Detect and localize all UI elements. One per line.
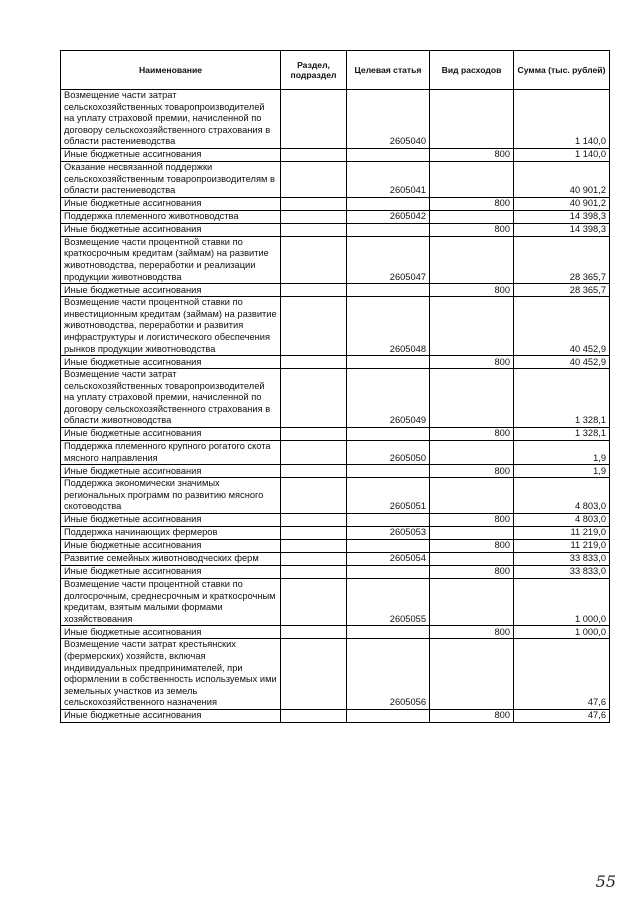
row-target: 2605047 <box>347 236 430 283</box>
row-section <box>281 566 347 579</box>
row-type <box>430 210 514 223</box>
table-row <box>61 161 610 197</box>
row-target: 2605050 <box>347 441 430 465</box>
row-type: 800 <box>430 428 514 441</box>
header-amount: Сумма (тыс. рублей) <box>514 51 610 90</box>
row-section <box>281 210 347 223</box>
row-section <box>281 514 347 527</box>
table-row <box>61 297 610 356</box>
row-section <box>281 90 347 149</box>
row-amount: 4 803,0 <box>514 478 610 514</box>
row-name: Возмещение части затрат сельскохозяйственных товаропроизводителей на уплату страховой премии, начисленной по договору сельскохозяйственного страхования в области растениеводства <box>61 90 281 149</box>
row-section <box>281 428 347 441</box>
table-row <box>61 527 610 540</box>
row-type: 800 <box>430 356 514 369</box>
row-target: 2605049 <box>347 369 430 428</box>
row-amount: 14 398,3 <box>514 223 610 236</box>
row-target: 2605041 <box>347 161 430 197</box>
row-name: Поддержка племенного крупного рогатого скота мясного направления <box>61 441 281 465</box>
row-target: 2605040 <box>347 90 430 149</box>
row-amount: 1 140,0 <box>514 148 610 161</box>
row-target: 2605051 <box>347 478 430 514</box>
row-amount: 28 365,7 <box>514 236 610 283</box>
row-type <box>430 639 514 710</box>
row-section <box>281 297 347 356</box>
table-row <box>61 465 610 478</box>
row-name: Иные бюджетные ассигнования <box>61 428 281 441</box>
row-target <box>347 566 430 579</box>
row-type <box>430 90 514 149</box>
table-header-row <box>61 51 610 90</box>
table-row <box>61 553 610 566</box>
row-type: 800 <box>430 223 514 236</box>
row-type: 800 <box>430 540 514 553</box>
table-row <box>61 478 610 514</box>
row-section <box>281 223 347 236</box>
row-name: Иные бюджетные ассигнования <box>61 514 281 527</box>
table-row <box>61 639 610 710</box>
row-type <box>430 478 514 514</box>
row-target <box>347 709 430 722</box>
table-row <box>61 514 610 527</box>
row-name: Иные бюджетные ассигнования <box>61 356 281 369</box>
table-row <box>61 284 610 297</box>
row-type <box>430 369 514 428</box>
row-amount: 1,9 <box>514 465 610 478</box>
table-row <box>61 223 610 236</box>
table-row <box>61 369 610 428</box>
row-target: 2605056 <box>347 639 430 710</box>
header-name: Наименование <box>61 51 281 90</box>
row-target <box>347 626 430 639</box>
row-amount: 1 140,0 <box>514 90 610 149</box>
row-section <box>281 709 347 722</box>
row-amount: 4 803,0 <box>514 514 610 527</box>
row-target <box>347 148 430 161</box>
row-name: Иные бюджетные ассигнования <box>61 148 281 161</box>
row-target: 2605055 <box>347 579 430 626</box>
row-name: Иные бюджетные ассигнования <box>61 626 281 639</box>
row-amount: 1 328,1 <box>514 428 610 441</box>
row-amount: 11 219,0 <box>514 540 610 553</box>
row-name: Иные бюджетные ассигнования <box>61 223 281 236</box>
row-type <box>430 579 514 626</box>
row-type: 800 <box>430 197 514 210</box>
table-row <box>61 197 610 210</box>
page-number: 55 <box>595 872 616 891</box>
table-row <box>61 579 610 626</box>
row-target <box>347 514 430 527</box>
row-target: 2605054 <box>347 553 430 566</box>
row-type: 800 <box>430 284 514 297</box>
row-amount: 1 328,1 <box>514 369 610 428</box>
table-row <box>61 626 610 639</box>
row-target <box>347 465 430 478</box>
row-section <box>281 540 347 553</box>
row-name: Возмещение части процентной ставки по долгосрочным, среднесрочным и краткосрочным кредитам, взятым малыми формами хозяйствования <box>61 579 281 626</box>
row-amount: 40 901,2 <box>514 161 610 197</box>
row-section <box>281 369 347 428</box>
row-name: Возмещение части затрат сельскохозяйственных товаропроизводителей на уплату страховой премии, начисленной по договору сельскохозяйственного страхования в области животноводства <box>61 369 281 428</box>
row-target: 2605042 <box>347 210 430 223</box>
row-type <box>430 553 514 566</box>
row-name: Поддержка экономически значимых региональных программ по развитию мясного скотоводства <box>61 478 281 514</box>
row-section <box>281 236 347 283</box>
row-name: Иные бюджетные ассигнования <box>61 566 281 579</box>
table-row <box>61 356 610 369</box>
row-amount: 33 833,0 <box>514 553 610 566</box>
row-type <box>430 236 514 283</box>
table-row <box>61 441 610 465</box>
row-section <box>281 465 347 478</box>
row-type <box>430 441 514 465</box>
row-type: 800 <box>430 465 514 478</box>
row-section <box>281 626 347 639</box>
row-type: 800 <box>430 709 514 722</box>
row-type: 800 <box>430 514 514 527</box>
row-amount: 1,9 <box>514 441 610 465</box>
budget-table-container <box>60 50 609 723</box>
row-section <box>281 161 347 197</box>
row-name: Оказание несвязанной поддержки сельскохозяйственным товаропроизводителям в области растениеводства <box>61 161 281 197</box>
row-name: Поддержка начинающих фермеров <box>61 527 281 540</box>
row-target <box>347 356 430 369</box>
row-name: Иные бюджетные ассигнования <box>61 540 281 553</box>
table-row <box>61 428 610 441</box>
row-section <box>281 478 347 514</box>
row-amount: 28 365,7 <box>514 284 610 297</box>
row-type: 800 <box>430 566 514 579</box>
row-target <box>347 540 430 553</box>
table-row <box>61 148 610 161</box>
row-name: Иные бюджетные ассигнования <box>61 284 281 297</box>
table-row <box>61 90 610 149</box>
row-section <box>281 148 347 161</box>
header-type: Вид расходов <box>430 51 514 90</box>
table-body <box>61 90 610 723</box>
row-section <box>281 356 347 369</box>
row-amount: 1 000,0 <box>514 579 610 626</box>
row-target: 2605048 <box>347 297 430 356</box>
row-section <box>281 553 347 566</box>
row-target <box>347 284 430 297</box>
row-amount: 40 452,9 <box>514 297 610 356</box>
row-amount: 33 833,0 <box>514 566 610 579</box>
row-target <box>347 197 430 210</box>
row-name: Иные бюджетные ассигнования <box>61 197 281 210</box>
row-amount: 47,6 <box>514 709 610 722</box>
table-row <box>61 210 610 223</box>
row-section <box>281 527 347 540</box>
row-amount: 40 452,9 <box>514 356 610 369</box>
row-target: 2605053 <box>347 527 430 540</box>
header-section: Раздел, подраздел <box>281 51 347 90</box>
table-row <box>61 566 610 579</box>
row-type <box>430 297 514 356</box>
row-type <box>430 161 514 197</box>
row-name: Поддержка племенного животноводства <box>61 210 281 223</box>
row-section <box>281 441 347 465</box>
row-section <box>281 639 347 710</box>
header-target: Целевая статья <box>347 51 430 90</box>
table-row <box>61 709 610 722</box>
row-section <box>281 579 347 626</box>
row-type: 800 <box>430 148 514 161</box>
row-name: Развитие семейных животноводческих ферм <box>61 553 281 566</box>
row-type: 800 <box>430 626 514 639</box>
row-target <box>347 223 430 236</box>
table-row <box>61 540 610 553</box>
row-target <box>347 428 430 441</box>
table-row <box>61 236 610 283</box>
row-section <box>281 197 347 210</box>
row-amount: 1 000,0 <box>514 626 610 639</box>
row-name: Возмещение части затрат крестьянских (фермерских) хозяйств, включая индивидуальных предпринимателей, при оформлении в собственность используемых ими земельных участков из земель сельскохозяйственного назначения <box>61 639 281 710</box>
row-amount: 11 219,0 <box>514 527 610 540</box>
row-amount: 14 398,3 <box>514 210 610 223</box>
row-name: Иные бюджетные ассигнования <box>61 709 281 722</box>
row-name: Иные бюджетные ассигнования <box>61 465 281 478</box>
row-name: Возмещение части процентной ставки по краткосрочным кредитам (займам) на развитие животноводства, переработки и реализации продукции животноводства <box>61 236 281 283</box>
row-name: Возмещение части процентной ставки по инвестиционным кредитам (займам) на развитие животноводства, переработки и развития инфраструктуры и логистического обеспечения рынков продукции животноводства <box>61 297 281 356</box>
row-amount: 40 901,2 <box>514 197 610 210</box>
row-amount: 47,6 <box>514 639 610 710</box>
row-section <box>281 284 347 297</box>
row-type <box>430 527 514 540</box>
budget-table <box>60 50 610 723</box>
